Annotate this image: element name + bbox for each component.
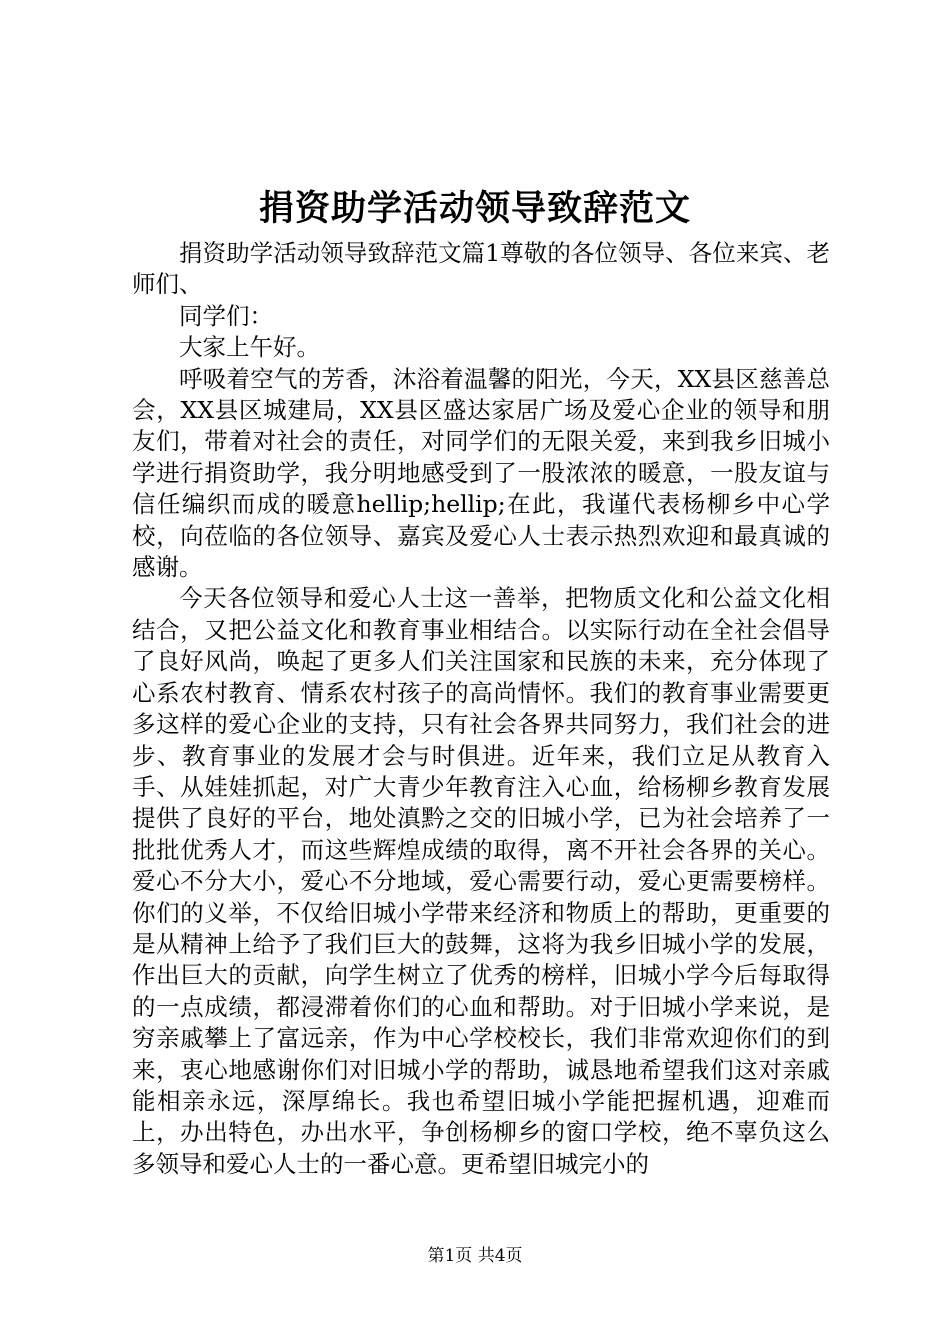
page-number-footer: 第1页 共4页 [427,1246,523,1266]
paragraph-4: 呼吸着空气的芳香，沐浴着温馨的阳光，今天，XX县区慈善总会，XX县区城建局，XX县区盛达家居广场及爱心企业的领导和朋友们，带着对社会的责任，对同学们的无限关爱，来到我乡旧城小学进行捐资助学，我分明地感受到了一股浓浓的暖意，一股友谊与信任编织而成的暖意hellip;hellip;在此，我谨代表杨柳乡中心学校，向莅临的各位领导、嘉宾及爱心人士表示热烈欢迎和最真诚的感谢。 [132,364,830,582]
document-body [132,238,830,1180]
paragraph-1: 捐资助学活动领导致辞范文篇1尊敬的各位领导、各位来宾、老师们、 [132,239,830,299]
paragraph-5: 今天各位领导和爱心人士这一善举，把物质文化和公益文化相结合，又把公益文化和教育事业相结合。以实际行动在全社会倡导了良好风尚，唤起了更多人们关注国家和民族的未来，充分体现了心系农村教育、情系农村孩子的高尚情怀。我们的教育事业需要更多这样的爱心企业的支持，只有社会各界共同努力，我们社会的进步、教育事业的发展才会与时俱进。近年来，我们立足从教育入手、从娃娃抓起，对广大青少年教育注入心血，给杨柳乡教育发展提供了良好的平台，地处滇黔之交的旧城小学，已为社会培养了一批批优秀人才，而这些辉煌成绩的取得，离不开社会各界的关心。爱心不分大小，爱心不分地域，爱心需要行动，爱心更需要榜样。你们的义举，不仅给旧城小学带来经济和物质上的帮助，更重要的是从精神上给予了我们巨大的鼓舞，这将为我乡旧城小学的发展，作出巨大的贡献，向学生树立了优秀的榜样，旧城小学今后每取得的一点成绩，都浸滞着你们的心血和帮助。对于旧城小学来说，是穷亲戚攀上了富远亲，作为中心学校校长，我们非常欢迎你们的到来，衷心地感谢你们对旧城小学的帮助，诚恳地希望我们这对亲戚能相亲永远，深厚绵长。我也希望旧城小学能把握机遇，迎难而上，办出特色，办出水平，争创杨柳乡的窗口学校，绝不辜负这么多领导和爱心人士的一番心意。更希望旧城完小的 [132,584,830,1178]
document-title: 捐资助学活动领导致辞范文 [258,188,691,229]
paragraph-2: 同学们： [179,301,273,330]
paragraph-3: 大家上午好。 [179,333,320,362]
